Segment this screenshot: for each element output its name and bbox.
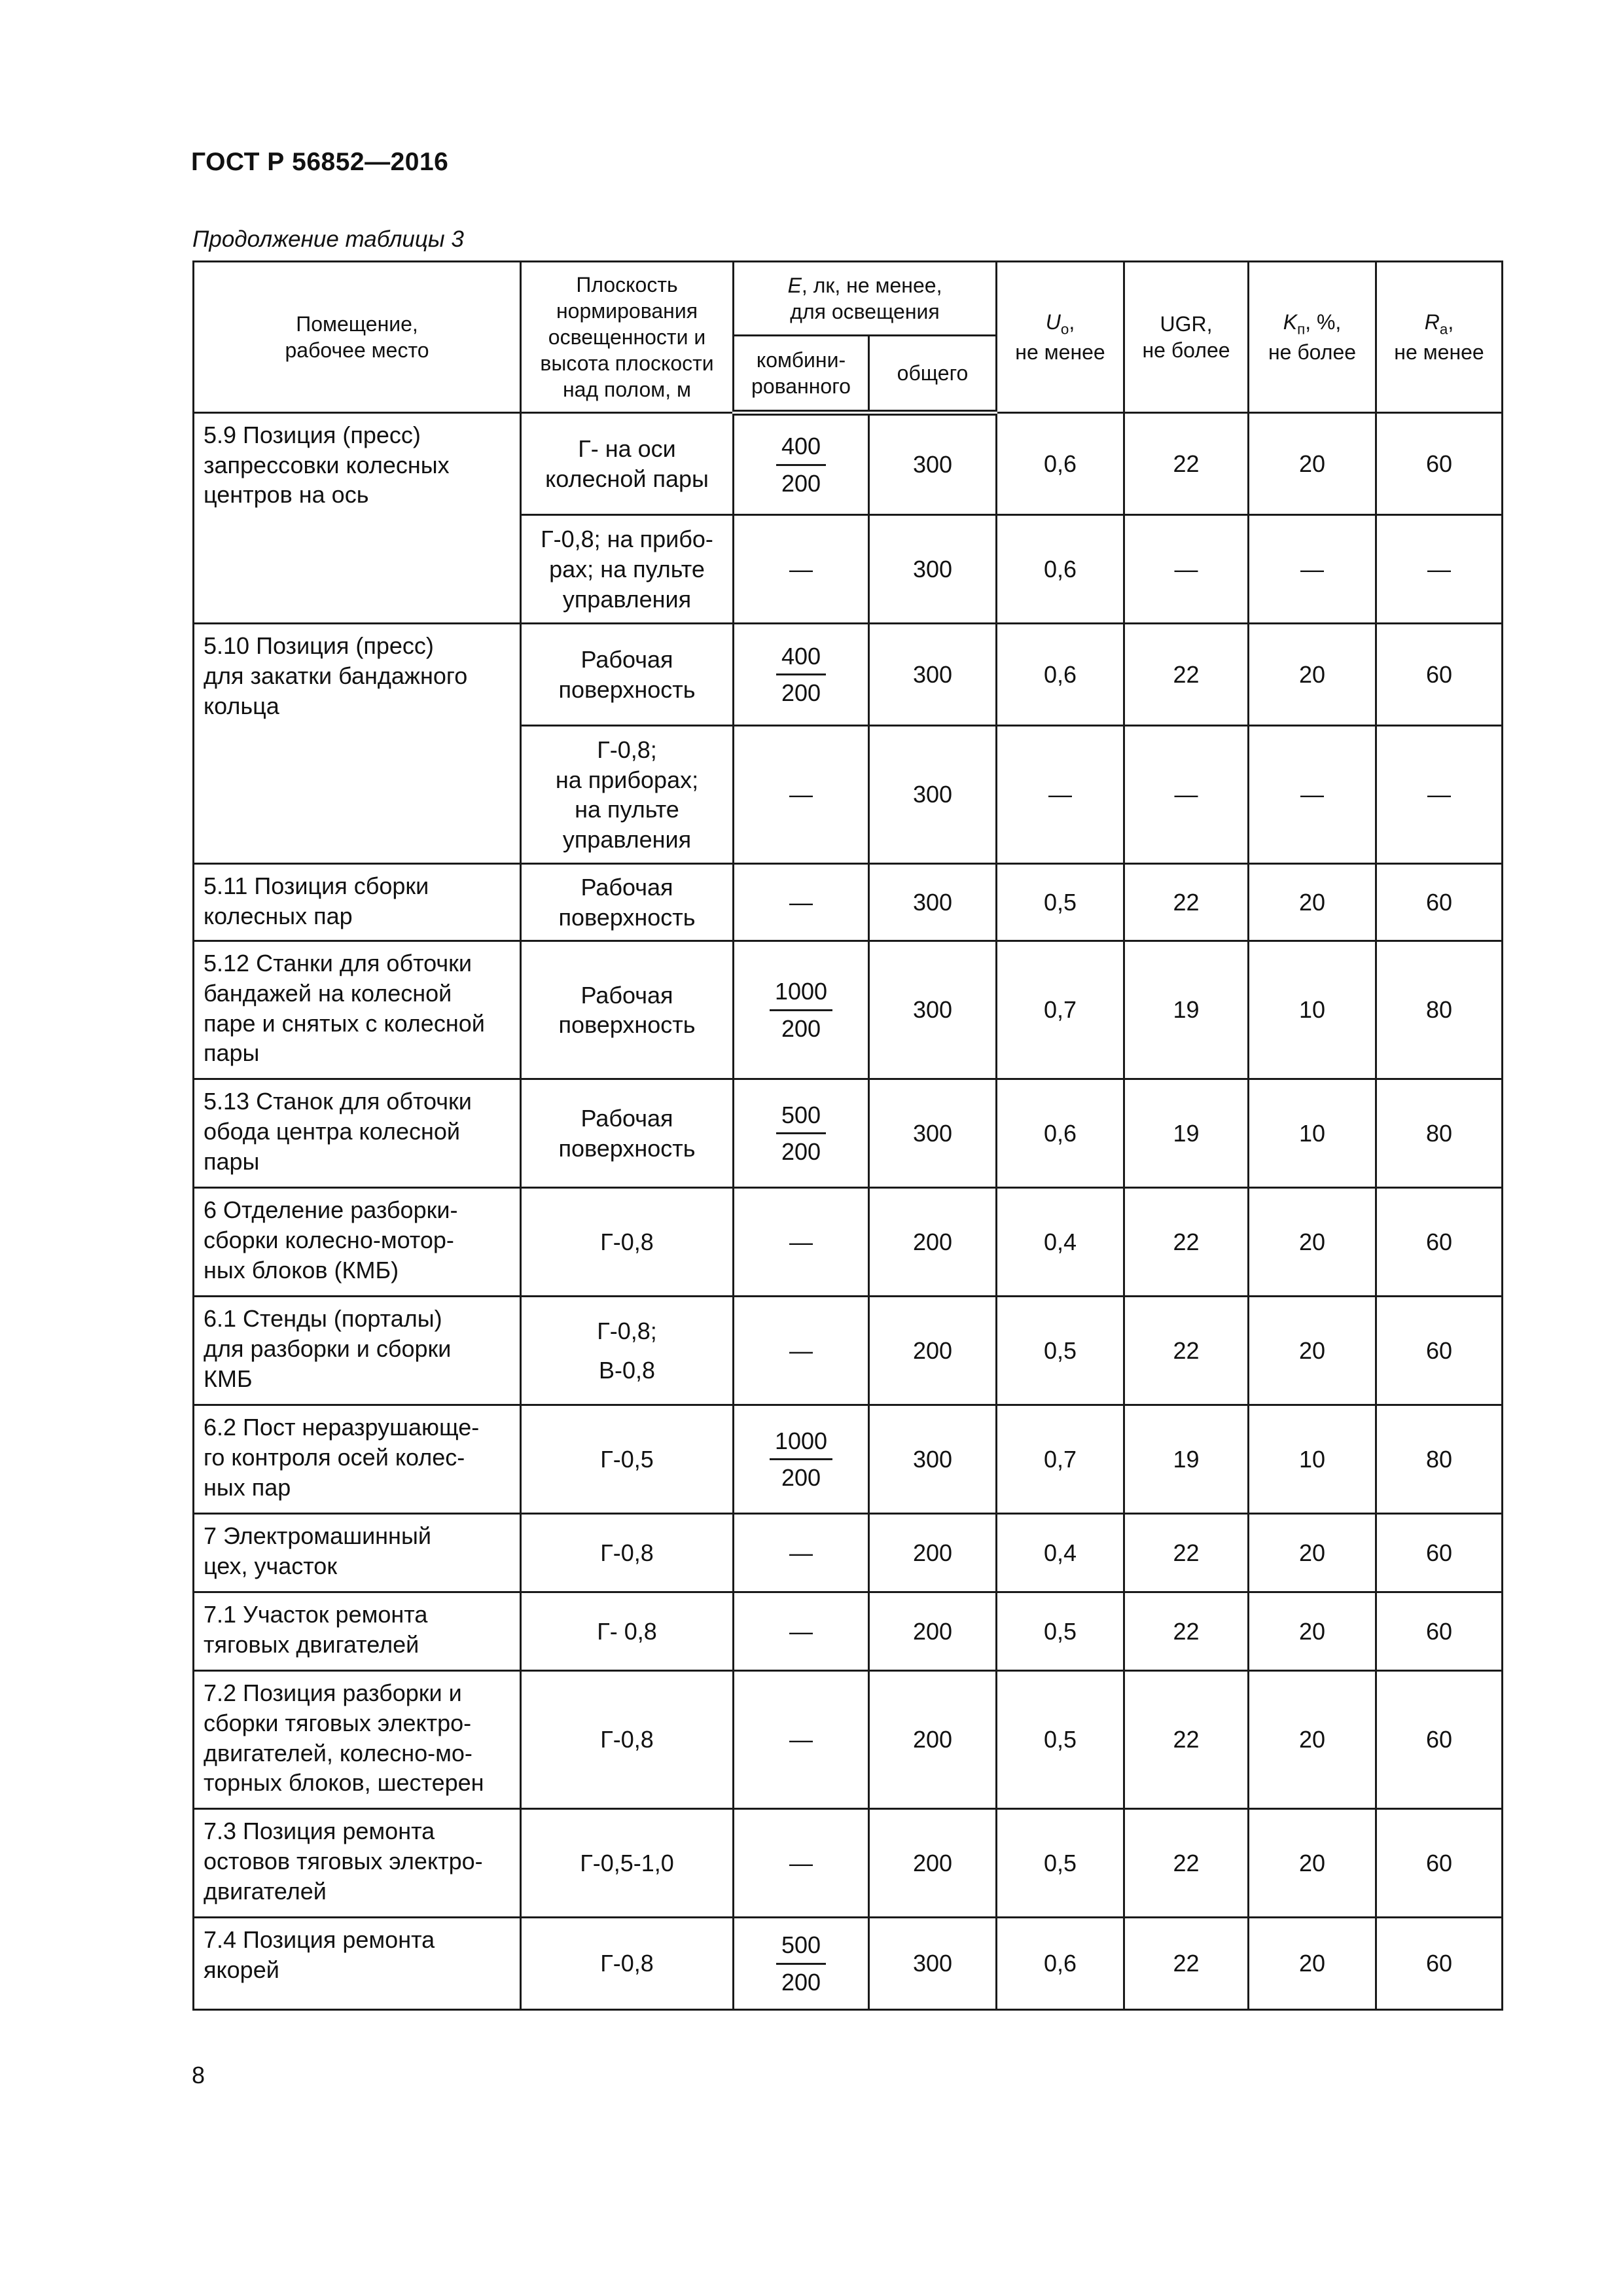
table-row (194, 1809, 1503, 1918)
plane-cell: Г- на оси колесной пары (521, 413, 734, 515)
illuminance-fraction: $\frac{1000}{200}$ (770, 977, 832, 1043)
uniformity-cell: 0,5 (997, 864, 1124, 941)
table-row (194, 1079, 1503, 1188)
room-cell (194, 515, 521, 624)
room-cell: 7 Электромашинный цех, участок (194, 1514, 521, 1592)
general-illuminance-cell: 300 (869, 1079, 997, 1188)
plane-cell: Г-0,5 (521, 1405, 734, 1514)
color-rendering-cell: 60 (1376, 413, 1503, 515)
uniformity-cell: 0,6 (997, 1918, 1124, 2010)
general-illuminance-cell: 300 (869, 1918, 997, 2010)
color-rendering-cell: — (1376, 515, 1503, 624)
table-row (194, 624, 1503, 726)
illuminance-fraction: $\frac{400}{200}$ (776, 431, 826, 498)
general-illuminance-cell: 200 (869, 1514, 997, 1592)
plane-cell: Г- 0,8 (521, 1592, 734, 1671)
combined-illuminance-cell (734, 1918, 869, 2010)
plane-cell: Рабочая поверхность (521, 941, 734, 1079)
color-rendering-cell: 60 (1376, 1918, 1503, 2010)
ugr-cell: 22 (1124, 624, 1249, 726)
uniformity-cell: 0,6 (997, 624, 1124, 726)
illuminance-fraction: $\frac{1000}{200}$ (770, 1426, 832, 1493)
general-illuminance-cell: 300 (869, 515, 997, 624)
uniformity-cell: 0,4 (997, 1514, 1124, 1592)
room-cell: 6.2 Пост неразрушающе- го контроля осей колес- ных пар (194, 1405, 521, 1514)
color-rendering-cell: 80 (1376, 941, 1503, 1079)
header-room: Помещение, рабочее место (194, 262, 521, 413)
uniformity-cell: 0,7 (997, 1405, 1124, 1514)
general-illuminance-cell: 200 (869, 1188, 997, 1297)
combined-illuminance-cell: — (734, 1671, 869, 1809)
room-cell: 7.4 Позиция ремонта якорей (194, 1918, 521, 2010)
general-illuminance-cell: 300 (869, 726, 997, 864)
header-uo: $U_о$, не менее (997, 262, 1124, 413)
color-rendering-cell: 60 (1376, 1188, 1503, 1297)
combined-illuminance-cell: — (734, 1809, 869, 1918)
room-cell: 5.9 Позиция (пресс) запрессовки колесных центров на ось (194, 413, 521, 515)
table-row (194, 515, 1503, 624)
illumination-norms-table (192, 260, 1503, 2011)
room-cell: 6.1 Стенды (порталы) для разборки и сборки КМБ (194, 1297, 521, 1405)
plane-cell: Г-0,8; на прибо- рах; на пульте управления (521, 515, 734, 624)
table-row (194, 1297, 1503, 1405)
table-row (194, 1188, 1503, 1297)
plane-cell: Г-0,8; на приборах; на пульте управления (521, 726, 734, 864)
table-row (194, 1918, 1503, 2010)
illuminance-fraction: $\frac{500}{200}$ (776, 1100, 826, 1167)
combined-illuminance-cell (734, 624, 869, 726)
header-general: общего (869, 336, 997, 413)
plane-cell: Рабочая поверхность (521, 624, 734, 726)
combined-illuminance-cell: — (734, 1514, 869, 1592)
illuminance-fraction: $\frac{500}{200}$ (776, 1930, 826, 1997)
ugr-cell: — (1124, 726, 1249, 864)
color-rendering-cell: 60 (1376, 1592, 1503, 1671)
color-rendering-cell: — (1376, 726, 1503, 864)
ugr-cell: 22 (1124, 1188, 1249, 1297)
plane-cell: Г-0,5-1,0 (521, 1809, 734, 1918)
color-rendering-cell: 80 (1376, 1405, 1503, 1514)
ugr-cell: 19 (1124, 1405, 1249, 1514)
table-row (194, 941, 1503, 1079)
pulsation-cell: 20 (1249, 864, 1376, 941)
combined-illuminance-cell: — (734, 1188, 869, 1297)
general-illuminance-cell: 200 (869, 1809, 997, 1918)
document-standard-title: ГОСТ Р 56852—2016 (191, 148, 449, 176)
room-cell (194, 726, 521, 864)
table-continuation-caption: Продолжение таблицы 3 (192, 226, 464, 252)
ugr-cell: — (1124, 515, 1249, 624)
uniformity-cell: 0,5 (997, 1809, 1124, 1918)
general-illuminance-cell: 200 (869, 1592, 997, 1671)
plane-cell: Рабочая поверхность (521, 1079, 734, 1188)
header-plane: Плоскость нормирования освещенности и высота плоскости над полом, м (521, 262, 734, 413)
ugr-cell: 22 (1124, 1592, 1249, 1671)
pulsation-cell: 20 (1249, 624, 1376, 726)
table-row (194, 1405, 1503, 1514)
general-illuminance-cell: 300 (869, 413, 997, 515)
ugr-cell: 22 (1124, 1514, 1249, 1592)
ugr-cell: 22 (1124, 413, 1249, 515)
plane-cell: Рабочая поверхность (521, 864, 734, 941)
table-row (194, 726, 1503, 864)
uniformity-cell: 0,7 (997, 941, 1124, 1079)
illuminance-fraction: $\frac{400}{200}$ (776, 641, 826, 708)
pulsation-cell: 20 (1249, 1671, 1376, 1809)
color-rendering-cell: 60 (1376, 1809, 1503, 1918)
uniformity-cell: 0,5 (997, 1297, 1124, 1405)
uniformity-cell: 0,5 (997, 1671, 1124, 1809)
room-cell: 5.11 Позиция сборки колесных пар (194, 864, 521, 941)
room-cell: 6 Отделение разборки- сборки колесно-мотор- ных блоков (КМБ) (194, 1188, 521, 1297)
color-rendering-cell: 60 (1376, 1297, 1503, 1405)
color-rendering-cell: 60 (1376, 1514, 1503, 1592)
combined-illuminance-cell: — (734, 726, 869, 864)
plane-cell: Г-0,8 (521, 1514, 734, 1592)
uniformity-cell: 0,6 (997, 1079, 1124, 1188)
page-number: 8 (192, 2062, 205, 2089)
pulsation-cell: — (1249, 726, 1376, 864)
uniformity-cell: 0,6 (997, 413, 1124, 515)
ugr-cell: 22 (1124, 864, 1249, 941)
pulsation-cell: 20 (1249, 1297, 1376, 1405)
ugr-cell: 22 (1124, 1297, 1249, 1405)
combined-illuminance-cell (734, 413, 869, 515)
pulsation-cell: — (1249, 515, 1376, 624)
room-cell: 7.3 Позиция ремонта остовов тяговых электро- двигателей (194, 1809, 521, 1918)
general-illuminance-cell: 300 (869, 624, 997, 726)
combined-illuminance-cell (734, 1405, 869, 1514)
plane-cell: Г-0,8 (521, 1918, 734, 2010)
table-body (194, 413, 1503, 2010)
room-cell: 5.12 Станки для обточки бандажей на колесной паре и снятых с колесной пары (194, 941, 521, 1079)
general-illuminance-cell: 300 (869, 1405, 997, 1514)
general-illuminance-cell: 200 (869, 1671, 997, 1809)
pulsation-cell: 20 (1249, 1514, 1376, 1592)
room-cell: 7.1 Участок ремонта тяговых двигателей (194, 1592, 521, 1671)
header-kp: $K_п$, %, не более (1249, 262, 1376, 413)
uniformity-cell: 0,5 (997, 1592, 1124, 1671)
pulsation-cell: 10 (1249, 1405, 1376, 1514)
plane-cell: Г-0,8; В-0,8 (521, 1297, 734, 1405)
color-rendering-cell: 80 (1376, 1079, 1503, 1188)
ugr-cell: 22 (1124, 1671, 1249, 1809)
combined-illuminance-cell: — (734, 1297, 869, 1405)
combined-illuminance-cell: — (734, 515, 869, 624)
pulsation-cell: 20 (1249, 1918, 1376, 2010)
combined-illuminance-cell (734, 941, 869, 1079)
plane-cell: Г-0,8 (521, 1188, 734, 1297)
pulsation-cell: 20 (1249, 413, 1376, 515)
color-rendering-cell: 60 (1376, 624, 1503, 726)
uniformity-cell: 0,6 (997, 515, 1124, 624)
table-row (194, 1592, 1503, 1671)
header-illuminance: E, лк, не менее, для освещения (734, 262, 997, 336)
general-illuminance-cell: 300 (869, 941, 997, 1079)
uniformity-cell: 0,4 (997, 1188, 1124, 1297)
combined-illuminance-cell: — (734, 864, 869, 941)
color-rendering-cell: 60 (1376, 1671, 1503, 1809)
pulsation-cell: 20 (1249, 1188, 1376, 1297)
pulsation-cell: 20 (1249, 1592, 1376, 1671)
room-cell: 5.13 Станок для обточки обода центра колесной пары (194, 1079, 521, 1188)
color-rendering-cell: 60 (1376, 864, 1503, 941)
ugr-cell: 22 (1124, 1809, 1249, 1918)
room-cell: 5.10 Позиция (пресс) для закатки бандажного кольца (194, 624, 521, 726)
uniformity-cell: — (997, 726, 1124, 864)
table-row (194, 1671, 1503, 1809)
ugr-cell: 19 (1124, 941, 1249, 1079)
general-illuminance-cell: 200 (869, 1297, 997, 1405)
pulsation-cell: 10 (1249, 941, 1376, 1079)
combined-illuminance-cell: — (734, 1592, 869, 1671)
header-ra: $R_a$, не менее (1376, 262, 1503, 413)
ugr-cell: 19 (1124, 1079, 1249, 1188)
header-ugr: UGR, не более (1124, 262, 1249, 413)
ugr-cell: 22 (1124, 1918, 1249, 2010)
header-combined: комбини- рованного (734, 336, 869, 413)
room-cell: 7.2 Позиция разборки и сборки тяговых электро- двигателей, колесно-мо- торных блоков, шестерен (194, 1671, 521, 1809)
combined-illuminance-cell (734, 1079, 869, 1188)
table-row (194, 413, 1503, 515)
pulsation-cell: 10 (1249, 1079, 1376, 1188)
plane-cell: Г-0,8 (521, 1671, 734, 1809)
pulsation-cell: 20 (1249, 1809, 1376, 1918)
table-row (194, 864, 1503, 941)
general-illuminance-cell: 300 (869, 864, 997, 941)
table-row (194, 1514, 1503, 1592)
